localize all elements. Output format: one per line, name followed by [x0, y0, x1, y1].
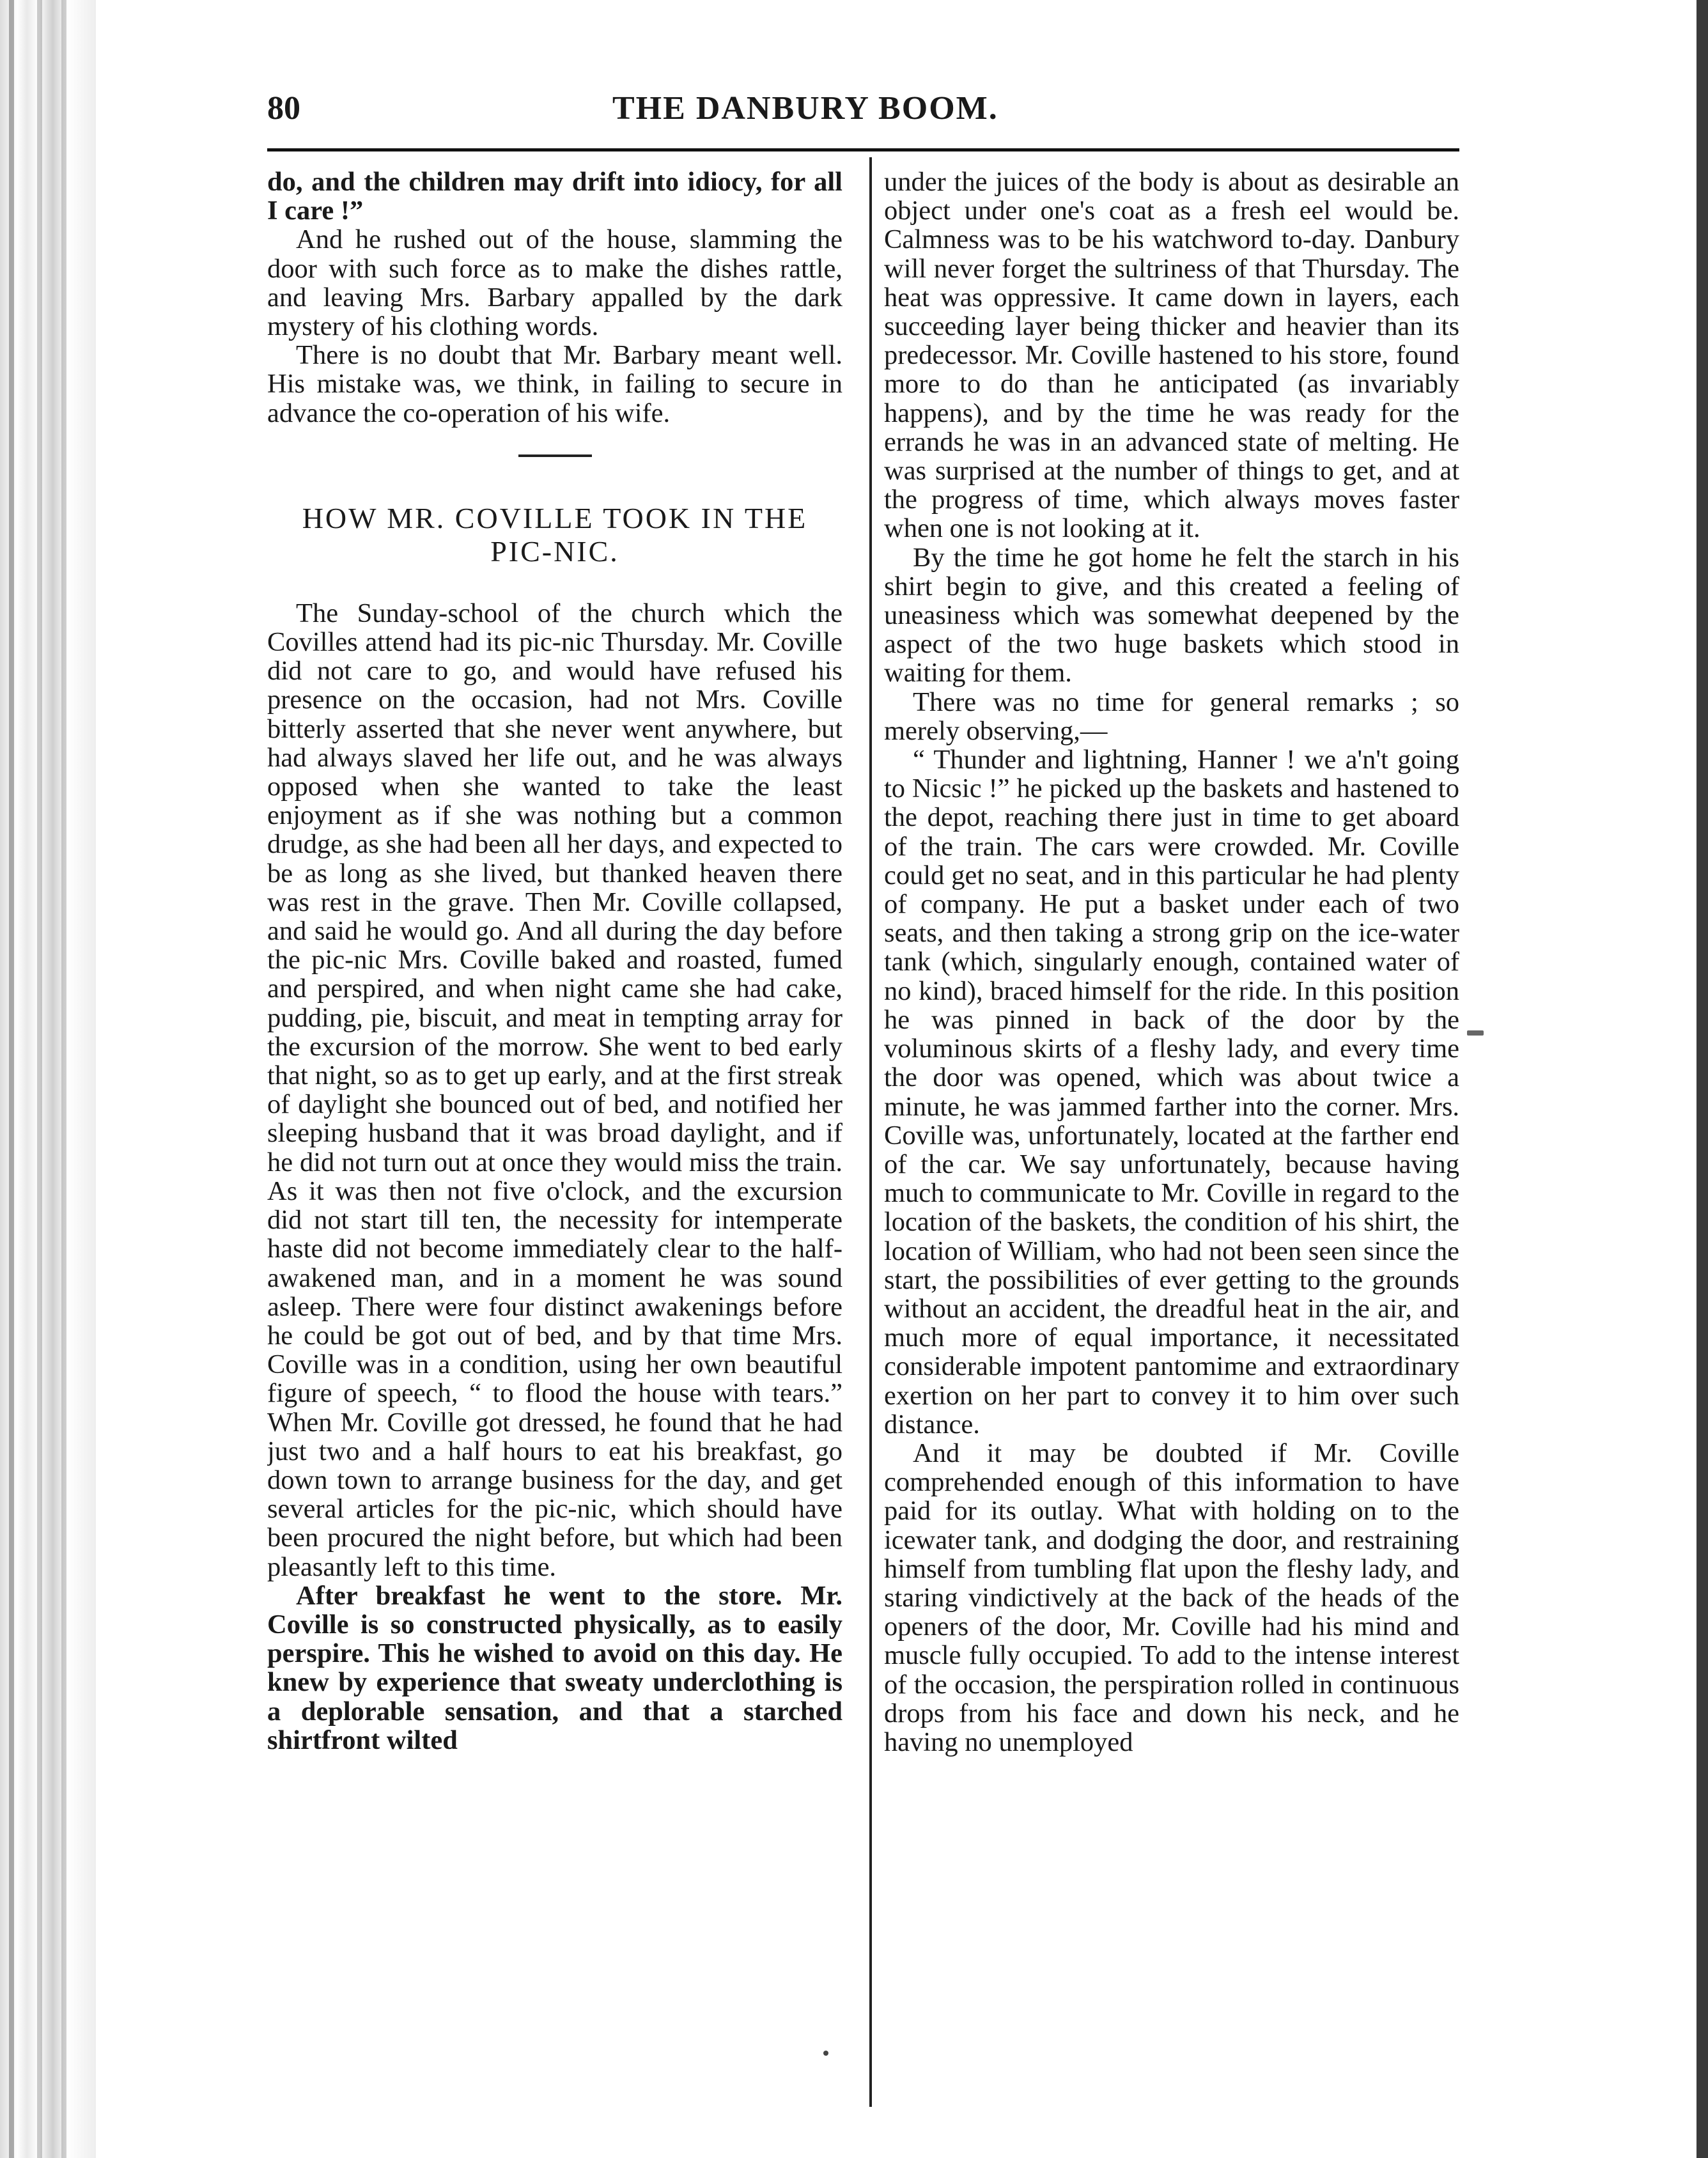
page-edge-shadow	[1696, 0, 1708, 2158]
paragraph: “ Thunder and lightning, Hanner ! we a'n't going to Nicsic !” he picked up the baskets and hastened to the depot, reaching there just in time to get aboard of the train. The cars were crowded. Mr. Coville could get no seat, and in this particular he had plenty of company. He put a basket under each of two seats, and then taking a strong grip on the ice-water tank (which, singularly enough, contained water of no kind), braced himself for the ride. In this position he was pinned in back of the door by the voluminous skirts of a fleshy lady, and every time the door was opened, which was about twice a minute, he was jammed farther into the corner. Mrs. Coville was, unfortunately, located at the farther end of the car. We say unfortunately, because having much to communicate to Mr. Coville in regard to the location of the baskets, the condition of his shirt, the location of William, who had not been seen since the start, the possibilities of ever getting to the grounds without an accident, the dreadful heat in the air, and much more of equal importance, it necessitated considerable impotent pantomime and extraordinary exertion on her part to convey it to him over such distance.	[884, 745, 1459, 1440]
left-column	[267, 167, 842, 2117]
ink-dot	[823, 2051, 828, 2056]
paragraph: do, and the children may drift into idiocy, for all I care !”	[267, 167, 842, 226]
paragraph: There is no doubt that Mr. Barbary meant well. His mistake was, we think, in failing to secure in advance the co-operation of his wife.	[267, 340, 842, 428]
header-rule	[267, 148, 1459, 151]
paragraph: By the time he got home he felt the starch in his shirt begin to give, and this created a feeling of uneasiness which was somewhat deepened by the aspect of the two huge baskets which stood in waiting for them.	[884, 542, 1459, 688]
journal-title: THE DANBURY BOOM.	[612, 90, 998, 127]
right-column	[884, 167, 1459, 2117]
paragraph: After breakfast he went to the store. Mr. Coville is so constructed physically, as to easily perspire. This he wished to avoid on this day. He knew by experience that sweaty underclothing is a deplorable sensation, and that a starched shirtfront wilted	[267, 1580, 842, 1755]
article-title: HOW MR. COVILLE TOOK IN THE PIC-NIC.	[302, 501, 808, 568]
paragraph: The Sunday-school of the church which the Covilles attend had its pic-nic Thursday. Mr. Coville did not care to go, and would have refused his presence on the occasion, had not Mrs. Coville bitterly asserted that she never went anywhere, but had always slaved her life out, and he was always opposed when she wanted to take the least enjoyment as if she was nothing but a common drudge, as she had been all her days, and expected to be as long as she lived, but thanked heaven there was rest in the grave. Then Mr. Coville collapsed, and said he would go. And all during the day before the pic-nic Mrs. Coville baked and roasted, fumed and perspired, and when night came she had cake, pudding, pie, biscuit, and meat in tempting array for the excursion of the morrow. She went to bed early that night, so as to get up early, and at the first streak of daylight she bounced out of bed, and notified her sleeping husband that it was broad daylight, and if he did not turn out at once they would miss the train. As it was then not five o'clock, and the excursion did not start till ten, the necessity for intemperate haste did not become immediately clear to the half-awakened man, and in a moment he was sound asleep. There were four distinct awakenings before he could be got out of bed, and by that time Mrs. Coville was in a condition, using her own beautiful figure of speech, “ to flood the house with tears.” When Mr. Coville got dressed, he found that he had just two and a half hours to eat his breakfast, go down town to arrange business for the day, and get several articles for the pic-nic, which should have been procured the night before, but which had been pleasantly left to this time.	[267, 598, 842, 1582]
running-header	[267, 89, 1433, 141]
page-number: 80	[267, 90, 300, 127]
section-divider	[518, 454, 592, 457]
paragraph: There was no time for general remarks ; so merely observing,—	[884, 687, 1459, 746]
paragraph: under the juices of the body is about as desirable an object under one's coat as a fresh eel would be. Calmness was to be his watchword to-day. Danbury will never forget the sultriness of that Thursday. The heat was oppressive. It came down in layers, each succeeding layer being thicker and heavier than its predecessor. Mr. Coville hastened to his store, found more to do than he anticipated (as invariably happens), and by the time he was ready for the errands he was in an advanced state of melting. He was surprised at the number of things to get, and at the progress of time, which always moves faster when one is not looking at it.	[884, 167, 1459, 544]
book-binding	[0, 0, 96, 2158]
binding-shadow	[9, 0, 14, 2158]
paragraph: And it may be doubted if Mr. Coville comprehended enough of this information to have paid for its outlay. What with holding on to the icewater tank, and dodging the door, and restraining himself from tumbling flat upon the fleshy lady, and staring vindictively at the back of the heads of the openers of the door, Mr. Coville had his mind and muscle fully occupied. To add to the intense interest of the occasion, the perspiration rolled in continuous drops from his face and down his neck, and he having no unemployed	[884, 1438, 1459, 1757]
binding-shadow	[37, 0, 42, 2158]
ink-speck	[1467, 1030, 1484, 1036]
column-divider	[869, 157, 872, 2107]
paragraph: And he rushed out of the house, slamming the door with such force as to make the dishes rattle, and leaving Mrs. Barbary appalled by the dark mystery of his clothing words.	[267, 224, 842, 342]
binding-shadow	[61, 0, 66, 2158]
